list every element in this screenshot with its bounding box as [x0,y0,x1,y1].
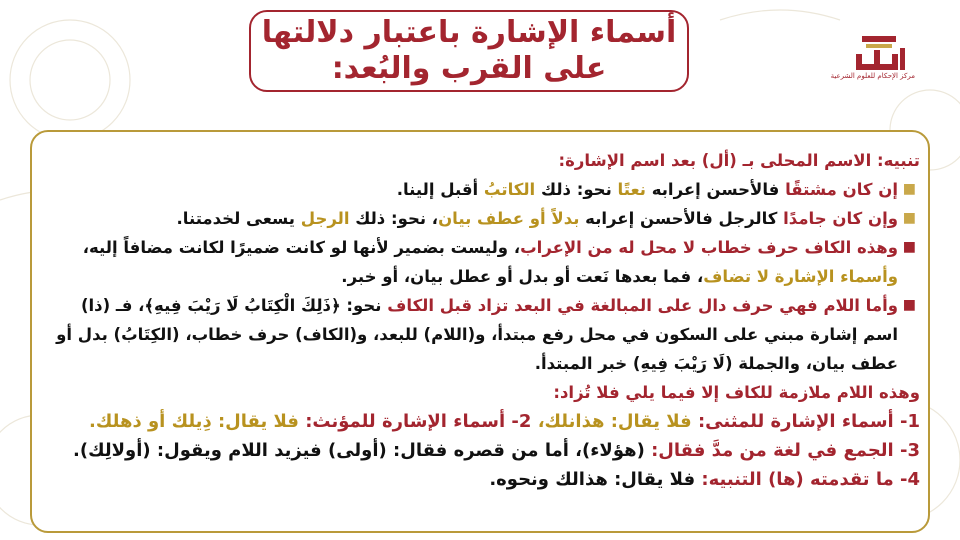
title-line-1: أسماء الإشارة باعتبار دلالتها [261,15,677,50]
text-span: فلا يقال: هذانلك، [531,411,692,432]
text-span: (هؤلاء)، أما من قصره فقال: (أولى) فيزيد اللام ويقول: (أولالِك). [73,440,645,461]
text-span: فلا يقال: هذالك ونحوه. [489,469,696,490]
logo-subtitle: مركز الإحكام للعلوم الشرعية [830,72,915,80]
text-span: وأما اللام فهي حرف دال على المبالغة في البعد تزاد قبل الكاف [387,296,898,315]
text-span: فلا يقال: ذِيلك أو ذهلك. [89,411,299,432]
list-item [48,465,920,494]
text-span: وإن كان جامدًا [777,209,898,228]
bullet-icon: ■ [902,181,916,197]
text-span: كالرجل فالأحسن إعرابه [579,209,778,228]
text-span: أقبل إلينا. [396,180,484,199]
text-span: وهذه الكاف حرف خطاب لا محل له من الإعراب [520,238,898,257]
text-span: 4- ما تقدمته (ها) التنبيه: [695,469,920,490]
text-span: نحو: ﴿ذَلِكَ الْكِتَابُ لَا رَيْبَ فِيهِ﴾، فـ (ذا) اسم إشارة مبني على السكون في محل رفع مبتدأ، و(اللام) للبعد، و(الكاف) حرف خطاب، (الكِتَابُ) بدل أو عطف بيان، والجملة (لَا رَيْبَ فِيهِ) خبر المبتدأ. [56,296,898,373]
text-span: ، وليست بضمير لأنها لو كانت ضميرًا لكانت مضافاً إليه، [82,238,521,257]
bullet-icon: ■ [902,297,916,313]
text-span: يسعى لخدمتنا. [176,209,301,228]
text-span: الرجل [300,209,350,228]
text-span: 2- أسماء الإشارة للمؤنث: [298,411,532,432]
text-span: بدلاً أو عطف بيان [438,209,580,228]
slide-title [249,10,689,92]
text-span: ، نحو: ذلك [349,209,439,228]
paragraph-rigid [48,204,920,233]
bullet-icon: ■ [902,210,916,226]
text-span: 3- الجمع في لغة من مدَّ فقال: [644,440,920,461]
text-span: فالأحسن إعرابه [645,180,780,199]
text-span: ، فما بعدها نَعت أو بدل أو عطل بيان، أو خبر. [341,267,704,286]
text-span: وأسماء الإشارة لا تضاف [703,267,898,286]
text-span: نعتًا [617,180,646,199]
paragraph-kaf [48,233,920,291]
paragraph-lam [48,291,920,378]
content-panel [30,130,930,533]
bullet-icon: ■ [902,239,916,255]
text-span: 1- أسماء الإشارة للمثنى: [691,411,920,432]
text-span: إن كان مشتقًا [779,180,898,199]
list-item [48,407,920,436]
lam-note: وهذه اللام ملازمة للكاف إلا فيما يلي فلا تُزاد: [553,383,920,402]
text-span: نحو: ذلك [535,180,618,199]
logo-emblem-icon [848,30,912,94]
note-heading: تنبيه: الاسم المحلى بـ (أل) بعد اسم الإشارة: [558,151,920,170]
title-line-2: على القرب والبُعد: [331,51,607,86]
paragraph-derived [48,175,920,204]
text-span: الكاتبُ [483,180,536,199]
list-item [48,436,920,465]
